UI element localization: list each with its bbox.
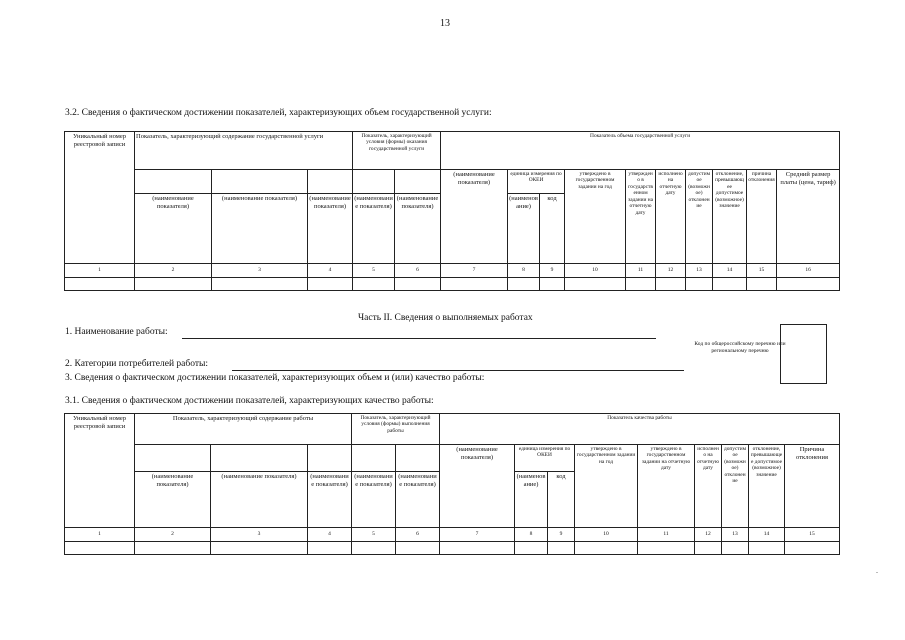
empty-cell <box>135 170 212 194</box>
column-number: 3 <box>211 528 308 542</box>
consumers-line[interactable] <box>232 370 684 371</box>
sub-indicator-name: (наименование показателя) <box>396 472 440 528</box>
table-cell[interactable] <box>626 278 656 291</box>
header-unit-code: код <box>540 194 565 264</box>
quality-indicators-table <box>64 413 840 555</box>
column-number: 2 <box>135 528 211 542</box>
header-over-deviation: отклонение, превышающее допустимое (возможное) значение <box>713 170 747 264</box>
table-cell[interactable] <box>353 278 395 291</box>
table-cell[interactable] <box>135 542 211 555</box>
registry-code-box[interactable] <box>780 324 827 384</box>
header-allowed-deviation: допустимое (возможное) отклонение <box>686 170 713 264</box>
header-volume-indicator: Показатель объема государственной услуги <box>441 132 840 170</box>
table-cell[interactable] <box>212 278 308 291</box>
column-number: 5 <box>352 528 396 542</box>
work-name-label: 1. Наименование работы: <box>65 327 168 337</box>
table-cell[interactable] <box>656 278 686 291</box>
header-approved-annual: утверждено в государственном задании на год <box>565 170 626 264</box>
table-cell[interactable] <box>638 542 695 555</box>
empty-cell <box>135 445 211 472</box>
empty-cell <box>212 170 308 194</box>
column-number-row <box>65 528 840 542</box>
table-cell[interactable] <box>441 278 508 291</box>
table-cell[interactable] <box>686 278 713 291</box>
header-unit-name: (наименование) <box>515 472 548 528</box>
column-number-row <box>65 264 840 278</box>
header-work-conditions: Показатель, характеризующий условия (формы) выполнения работы <box>352 414 440 445</box>
header-allowed-deviation: допустимое (возможное) отклонение <box>722 445 749 528</box>
table-row <box>65 278 840 291</box>
table-cell[interactable] <box>540 278 565 291</box>
column-number: 6 <box>395 264 441 278</box>
table-cell[interactable] <box>695 542 722 555</box>
work-name-line[interactable] <box>182 338 656 339</box>
table-cell[interactable] <box>308 278 353 291</box>
sub-indicator-name: (наименование показателя) <box>135 472 211 528</box>
table-cell[interactable] <box>565 278 626 291</box>
sub-indicator-name: (наименование показателя) <box>353 194 395 264</box>
column-number: 12 <box>695 528 722 542</box>
table-cell[interactable] <box>515 542 548 555</box>
header-quality-indicator: Показатель качества работы <box>440 414 840 445</box>
header-service-content: Показатель, характеризующий содержание государственной услуги <box>135 132 353 170</box>
header-unit-code: код <box>548 472 575 528</box>
section-3-heading: 3. Сведения о фактическом достижении показателей, характеризующих объем и (или) качество работы: <box>65 373 485 383</box>
table-cell[interactable] <box>785 542 840 555</box>
empty-cell <box>395 170 441 194</box>
header-indicator-name: (наименование показателя) <box>441 170 508 264</box>
registry-code-label: Код по общероссийскому перечню или региональному перечню <box>694 341 786 355</box>
column-number: 14 <box>713 264 747 278</box>
section-3-1-heading: 3.1. Сведения о фактическом достижении показателей, характеризующих качество работы: <box>65 396 434 406</box>
header-deviation-reason: Причина отклонения <box>785 445 840 528</box>
column-number: 5 <box>353 264 395 278</box>
sub-indicator-name: (наименование показателя) <box>308 472 352 528</box>
column-number: 9 <box>540 264 565 278</box>
column-number: 11 <box>638 528 695 542</box>
header-approved-date: утверждено в государственном задании на отчетную дату <box>638 445 695 528</box>
header-executed-date: исполнено на отчетную дату <box>656 170 686 264</box>
header-deviation-reason: причина отклонения <box>747 170 777 264</box>
header-approved-annual: утверждено в государственном задании на год <box>575 445 638 528</box>
sub-indicator-name: (наименование показателя) <box>395 194 441 264</box>
column-number: 1 <box>65 528 135 542</box>
section-3-2-heading: 3.2. Сведения о фактическом достижении показателей, характеризующих объем государственной услуги: <box>65 108 492 118</box>
table-cell[interactable] <box>713 278 747 291</box>
table-cell[interactable] <box>395 278 441 291</box>
table-cell[interactable] <box>352 542 396 555</box>
empty-cell <box>352 445 396 472</box>
table-row <box>65 542 840 555</box>
column-number: 8 <box>508 264 540 278</box>
empty-cell <box>396 445 440 472</box>
sub-indicator-name: (наименование показателя) <box>352 472 396 528</box>
header-registry-number: Уникальный номер реестровой записи <box>65 132 135 264</box>
table-cell[interactable] <box>575 542 638 555</box>
header-indicator-name: (наименование показателя) <box>440 445 515 528</box>
column-number: 13 <box>722 528 749 542</box>
table-cell[interactable] <box>548 542 575 555</box>
table-cell[interactable] <box>722 542 749 555</box>
table-cell[interactable] <box>440 542 515 555</box>
column-number: 2 <box>135 264 212 278</box>
column-number: 15 <box>785 528 840 542</box>
empty-cell <box>308 445 352 472</box>
table-cell[interactable] <box>211 542 308 555</box>
page-number: 13 <box>440 18 450 29</box>
header-executed-date: исполнено на отчетную дату <box>695 445 722 528</box>
column-number: 7 <box>441 264 508 278</box>
sub-indicator-name: (наименование показателя) <box>212 194 308 264</box>
column-number: 16 <box>777 264 840 278</box>
header-work-content: Показатель, характеризующий содержание работы <box>135 414 352 445</box>
sub-indicator-name: (наименование показателя) <box>211 472 308 528</box>
column-number: 6 <box>396 528 440 542</box>
column-number: 14 <box>749 528 785 542</box>
empty-cell <box>308 170 353 194</box>
column-number: 12 <box>656 264 686 278</box>
column-number: 3 <box>212 264 308 278</box>
column-number: 13 <box>686 264 713 278</box>
table-cell[interactable] <box>135 278 212 291</box>
column-number: 1 <box>65 264 135 278</box>
column-number: 4 <box>308 264 353 278</box>
header-average-fee: Средний размер платы (цена, тариф) <box>777 170 840 264</box>
column-number: 8 <box>515 528 548 542</box>
header-unit-name: (наименование) <box>508 194 540 264</box>
column-number: 10 <box>575 528 638 542</box>
sub-indicator-name: (наименование показателя) <box>135 194 212 264</box>
table-cell[interactable] <box>508 278 540 291</box>
table-cell[interactable] <box>777 278 840 291</box>
sub-indicator-name: (наименование показателя) <box>308 194 353 264</box>
table-cell[interactable] <box>749 542 785 555</box>
column-number: 9 <box>548 528 575 542</box>
header-unit-okei: единица измерения по ОКЕИ <box>508 170 565 194</box>
header-unit-okei: единица измерения по ОКЕИ <box>515 445 575 472</box>
table-cell[interactable] <box>308 542 352 555</box>
table-cell[interactable] <box>396 542 440 555</box>
header-approved-date: утверждено в государственном задании на отчетную дату <box>626 170 656 264</box>
column-number: 15 <box>747 264 777 278</box>
empty-cell <box>211 445 308 472</box>
table-cell[interactable] <box>65 542 135 555</box>
table-cell[interactable] <box>747 278 777 291</box>
column-number: 11 <box>626 264 656 278</box>
consumers-label: 2. Категории потребителей работы: <box>65 359 208 369</box>
column-number: 7 <box>440 528 515 542</box>
header-over-deviation: отклонение, превышающее допустимое (возможное) значение <box>749 445 785 528</box>
header-registry-number: Уникальный номер реестровой записи <box>65 414 135 528</box>
table-cell[interactable] <box>65 278 135 291</box>
volume-indicators-table <box>64 131 840 291</box>
header-service-conditions: Показатель, характеризующий условия (формы) оказания государственной услуги <box>353 132 441 170</box>
empty-cell <box>353 170 395 194</box>
part-2-title: Часть II. Сведения о выполняемых работах <box>358 313 533 323</box>
column-number: 4 <box>308 528 352 542</box>
column-number: 10 <box>565 264 626 278</box>
scan-artifact-dot <box>876 572 878 573</box>
